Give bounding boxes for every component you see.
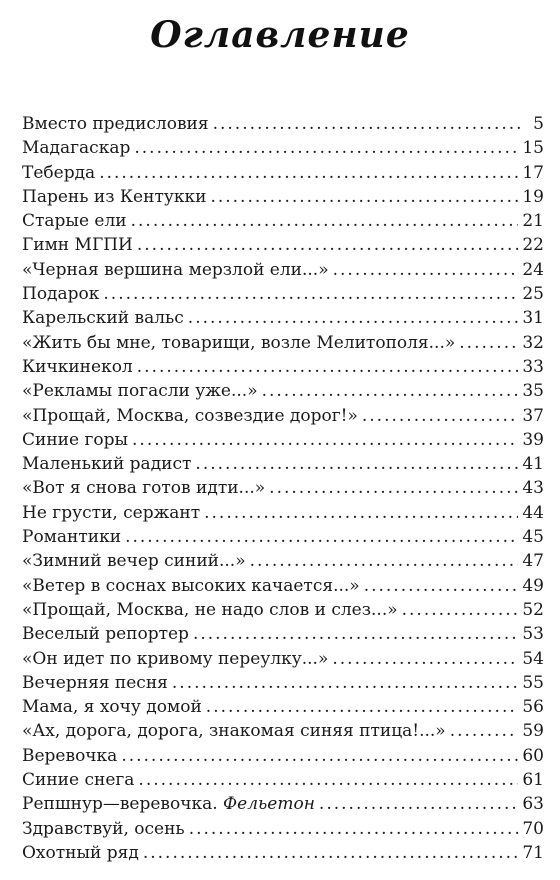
toc-entry-title bbox=[22, 185, 206, 209]
toc-entry bbox=[22, 501, 544, 525]
dot-leader bbox=[195, 452, 518, 476]
toc-entry bbox=[22, 355, 544, 379]
toc-entry-page-number: 45 bbox=[522, 527, 544, 548]
toc-entry-title-text: Парень из Кентукки bbox=[22, 186, 207, 207]
toc-entry-title-text: «Он идет по кривому переулку...» bbox=[22, 648, 329, 669]
dot-leader bbox=[459, 331, 518, 355]
toc-entry bbox=[22, 282, 544, 306]
toc-entry-title-text: Веревочка bbox=[22, 745, 118, 766]
dot-leader bbox=[132, 428, 518, 452]
toc-entry-title-text: Гимн МГПИ bbox=[22, 235, 133, 256]
toc-entry-page-number: 54 bbox=[522, 648, 544, 669]
dot-leader bbox=[125, 525, 518, 549]
toc-entry-title bbox=[22, 404, 358, 428]
toc-entry bbox=[22, 744, 544, 768]
toc-entry-title bbox=[22, 768, 134, 792]
table-of-contents bbox=[22, 112, 544, 865]
toc-entry-page-number: 37 bbox=[522, 405, 544, 426]
toc-entry-page-number: 19 bbox=[522, 186, 544, 207]
dot-leader bbox=[250, 549, 519, 573]
toc-entry-title bbox=[22, 233, 133, 257]
toc-entry-title bbox=[22, 161, 95, 185]
toc-entry-page-number: 21 bbox=[522, 211, 544, 232]
toc-entry-title-text: «Ах, дорога, дорога, знакомая синяя птица!...» bbox=[22, 721, 446, 742]
dot-leader bbox=[189, 817, 519, 841]
toc-entry-page-number: 24 bbox=[522, 259, 544, 280]
toc-entry-page-number: 44 bbox=[522, 502, 544, 523]
toc-entry-page-number: 55 bbox=[522, 672, 544, 693]
toc-entry-title-text: Здравствуй, осень bbox=[22, 818, 185, 839]
toc-entry-title bbox=[22, 647, 328, 671]
toc-entry-page-number: 33 bbox=[522, 356, 544, 377]
dot-leader bbox=[137, 355, 519, 379]
toc-entry-title-text: Мадагаскар bbox=[22, 138, 131, 159]
toc-entry bbox=[22, 622, 544, 646]
toc-entry-title-text: Мама, я хочу домой bbox=[22, 697, 202, 718]
toc-entry-page-number: 60 bbox=[522, 745, 544, 766]
toc-entry bbox=[22, 404, 544, 428]
dot-leader bbox=[333, 258, 519, 282]
toc-entry-title bbox=[22, 258, 329, 282]
toc-entry-page-number: 49 bbox=[522, 575, 544, 596]
toc-entry-title-text: Романтики bbox=[22, 527, 122, 548]
toc-entry-title-text: «Прощай, Москва, не надо слов и слез...» bbox=[22, 599, 398, 620]
toc-entry bbox=[22, 719, 544, 743]
toc-entry-title-text: Синие горы bbox=[22, 429, 129, 450]
toc-entry bbox=[22, 233, 544, 257]
dot-leader bbox=[134, 136, 518, 160]
toc-entry bbox=[22, 428, 544, 452]
toc-entry-title bbox=[22, 452, 191, 476]
toc-entry bbox=[22, 574, 544, 598]
toc-entry-page-number: 5 bbox=[533, 114, 544, 134]
toc-entry bbox=[22, 817, 544, 841]
toc-entry-title-text: Маленький радист bbox=[22, 454, 192, 475]
toc-entry-title bbox=[22, 792, 315, 816]
toc-entry bbox=[22, 476, 544, 500]
toc-entry-page-number: 25 bbox=[522, 284, 544, 305]
dot-leader bbox=[213, 112, 522, 136]
toc-entry-title-text: «Ветер в соснах высоких качается...» bbox=[22, 575, 360, 596]
toc-entry-title bbox=[22, 719, 446, 743]
toc-entry-title bbox=[22, 306, 184, 330]
toc-entry-title-text: «Вот я снова готов идти...» bbox=[22, 478, 266, 499]
toc-entry bbox=[22, 525, 544, 549]
dot-leader bbox=[103, 282, 518, 306]
toc-entry-title bbox=[22, 331, 455, 355]
toc-entry-page-number: 63 bbox=[522, 794, 544, 815]
dot-leader bbox=[143, 841, 519, 865]
toc-entry-title bbox=[22, 598, 398, 622]
toc-entry-title-text: Кичкинекол bbox=[22, 356, 133, 377]
dot-leader bbox=[319, 792, 518, 816]
toc-entry bbox=[22, 209, 544, 233]
toc-entry-page-number: 32 bbox=[522, 332, 544, 353]
toc-entry-title bbox=[22, 817, 185, 841]
toc-entry-title-text: Синие снега bbox=[22, 770, 135, 791]
toc-entry-title-text: Охотный ряд bbox=[22, 842, 139, 863]
toc-entry-title bbox=[22, 622, 189, 646]
toc-entry bbox=[22, 331, 544, 355]
toc-entry-title bbox=[22, 671, 168, 695]
toc-entry-title bbox=[22, 112, 209, 136]
toc-entry-page-number: 56 bbox=[522, 697, 544, 718]
toc-entry-title bbox=[22, 501, 200, 525]
dot-leader bbox=[131, 209, 519, 233]
dot-leader bbox=[99, 161, 518, 185]
toc-entry-title bbox=[22, 525, 121, 549]
toc-entry-title-text: «Черная вершина мерзлой ели...» bbox=[22, 259, 329, 280]
toc-entry-title-text: «Рекламы погасли уже...» bbox=[22, 381, 258, 402]
dot-leader bbox=[364, 574, 519, 598]
toc-entry-title-text: Вечерняя песня bbox=[22, 672, 168, 693]
toc-entry bbox=[22, 841, 544, 865]
toc-entry bbox=[22, 768, 544, 792]
toc-entry-page-number: 17 bbox=[522, 162, 544, 183]
toc-entry-title bbox=[22, 282, 99, 306]
toc-entry-title-text: «Жить бы мне, товарищи, возле Мелитополя...» bbox=[22, 332, 456, 353]
toc-entry bbox=[22, 112, 544, 136]
dot-leader bbox=[262, 379, 519, 403]
toc-entry bbox=[22, 161, 544, 185]
toc-entry-title-text: Вместо предисловия bbox=[22, 114, 209, 134]
toc-entry bbox=[22, 671, 544, 695]
toc-entry-title-text: Карельский вальс bbox=[22, 308, 184, 329]
toc-entry-title-text: Веселый репортер bbox=[22, 624, 189, 645]
toc-entry-title-text: Теберда bbox=[22, 162, 96, 183]
toc-entry-title-text: «Прощай, Москва, созвездие дорог!» bbox=[22, 405, 358, 426]
toc-entry-title-text: Не грусти, сержант bbox=[22, 502, 201, 523]
toc-entry bbox=[22, 136, 544, 160]
toc-entry-title bbox=[22, 695, 202, 719]
toc-entry-page-number: 39 bbox=[522, 429, 544, 450]
dot-leader bbox=[450, 719, 519, 743]
toc-entry-page-number: 31 bbox=[522, 308, 544, 329]
dot-leader bbox=[332, 647, 518, 671]
toc-entry-title bbox=[22, 549, 246, 573]
toc-entry-page-number: 71 bbox=[522, 842, 544, 863]
dot-leader bbox=[138, 768, 518, 792]
dot-leader bbox=[193, 622, 518, 646]
toc-entry-page-number: 52 bbox=[522, 599, 544, 620]
toc-entry-subtitle: Фельетон bbox=[223, 794, 315, 815]
toc-entry bbox=[22, 306, 544, 330]
toc-entry-title bbox=[22, 428, 128, 452]
toc-entry-title-text: «Зимний вечер синий...» bbox=[22, 551, 246, 572]
toc-entry-title bbox=[22, 136, 130, 160]
dot-leader bbox=[188, 306, 519, 330]
toc-entry bbox=[22, 185, 544, 209]
toc-entry bbox=[22, 549, 544, 573]
toc-entry-page-number: 61 bbox=[522, 770, 544, 791]
toc-entry-title bbox=[22, 379, 258, 403]
toc-entry-title bbox=[22, 744, 117, 768]
dot-leader bbox=[172, 671, 518, 695]
toc-entry bbox=[22, 258, 544, 282]
page-title: Оглавление bbox=[150, 14, 410, 56]
toc-entry bbox=[22, 647, 544, 671]
dot-leader bbox=[137, 233, 519, 257]
toc-entry-title bbox=[22, 574, 360, 598]
toc-entry-title bbox=[22, 841, 139, 865]
dot-leader bbox=[362, 404, 518, 428]
toc-entry-title-text: Старые ели bbox=[22, 211, 127, 232]
toc-entry-page-number: 22 bbox=[522, 235, 544, 256]
toc-entry bbox=[22, 598, 544, 622]
toc-entry-page-number: 15 bbox=[522, 138, 544, 159]
toc-entry bbox=[22, 379, 544, 403]
toc-entry-title bbox=[22, 355, 133, 379]
toc-entry-title-text: Репшнур—веревочка. bbox=[22, 794, 218, 815]
toc-entry bbox=[22, 792, 544, 816]
dot-leader bbox=[121, 744, 518, 768]
toc-entry-title bbox=[22, 209, 127, 233]
toc-entry-page-number: 35 bbox=[522, 381, 544, 402]
toc-entry-page-number: 59 bbox=[522, 721, 544, 742]
toc-entry-title bbox=[22, 476, 265, 500]
toc-entry-page-number: 43 bbox=[522, 478, 544, 499]
dot-leader bbox=[402, 598, 519, 622]
toc-entry bbox=[22, 452, 544, 476]
dot-leader bbox=[206, 695, 519, 719]
toc-entry bbox=[22, 695, 544, 719]
dot-leader bbox=[204, 501, 518, 525]
dot-leader bbox=[269, 476, 518, 500]
toc-entry-page-number: 70 bbox=[522, 818, 544, 839]
dot-leader bbox=[210, 185, 518, 209]
toc-entry-title-text: Подарок bbox=[22, 284, 100, 305]
toc-entry-page-number: 41 bbox=[522, 454, 544, 475]
toc-entry-page-number: 47 bbox=[522, 551, 544, 572]
toc-entry-page-number: 53 bbox=[522, 624, 544, 645]
